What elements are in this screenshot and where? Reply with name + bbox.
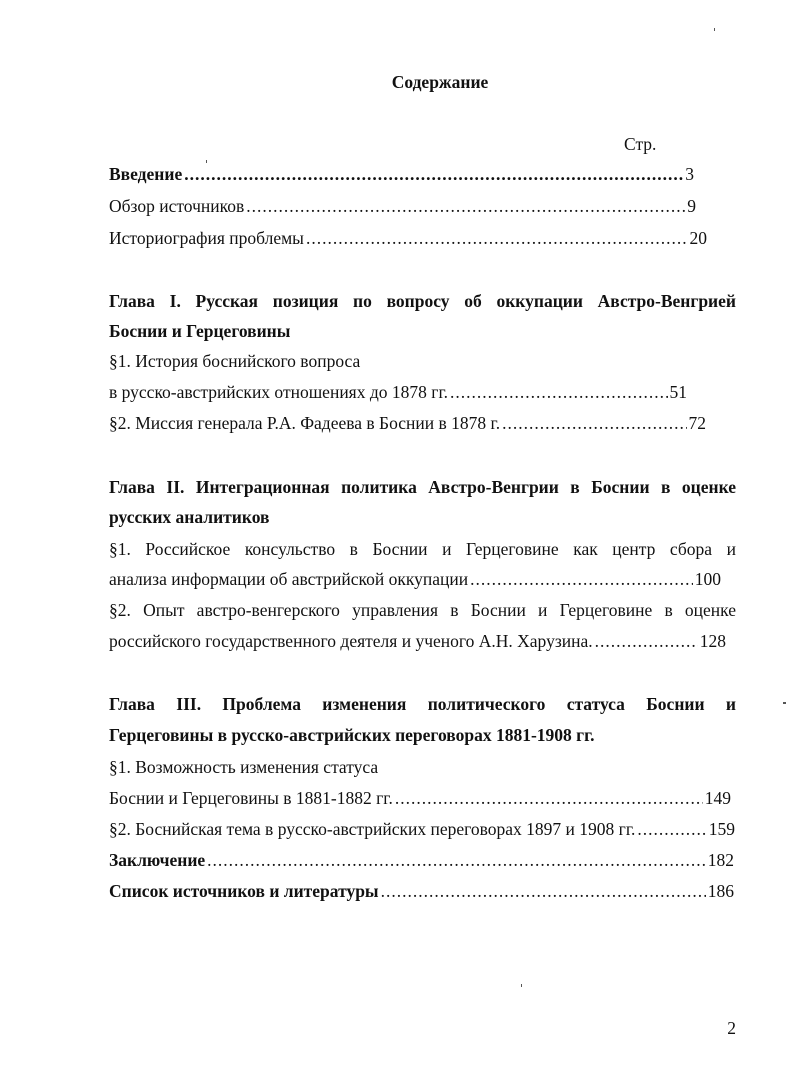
toc-entry-chapter2-section1[interactable] bbox=[109, 568, 721, 590]
toc-entry-page: 9 bbox=[687, 196, 696, 216]
chapter3-heading-line1[interactable]: Глава III. Проблема изменения политического статуса Боснии и bbox=[109, 694, 736, 714]
toc-entry-label: §2. Миссия генерала Р.А. Фадеева в Боснии в 1878 г. bbox=[109, 413, 501, 433]
toc-entry-bibliography[interactable] bbox=[109, 880, 734, 902]
toc-entry-conclusion[interactable] bbox=[109, 849, 734, 871]
scan-speck bbox=[714, 28, 715, 31]
toc-entry-page: 128 bbox=[699, 631, 726, 651]
toc-entry-page: 159 bbox=[708, 819, 735, 839]
toc-entry-label: российского государственного деятеля и ученого А.Н. Харузина. bbox=[109, 631, 593, 651]
toc-entry-introduction[interactable] bbox=[109, 163, 694, 185]
toc-entry-label: Обзор источников bbox=[109, 196, 245, 216]
chapter2-heading-line1[interactable]: Глава II. Интеграционная политика Австро-Венгрии в Боснии в оценке bbox=[109, 477, 736, 497]
toc-entry-page: 3 bbox=[685, 164, 694, 184]
leader-dots bbox=[207, 849, 706, 871]
leader-dots bbox=[637, 818, 706, 840]
toc-entry-label: Список источников и литературы bbox=[109, 881, 379, 901]
toc-entry-label: §2. Боснийская тема в русско-австрийских переговорах 1897 и 1908 гг. bbox=[109, 819, 636, 839]
toc-entry-page: 186 bbox=[707, 881, 734, 901]
scan-speck bbox=[206, 160, 207, 163]
chapter2-section2-line1[interactable]: §2. Опыт австро-венгерского управления в Боснии и Герцеговине в оценке bbox=[109, 600, 736, 620]
toc-entry-page: 149 bbox=[704, 788, 731, 808]
leader-dots bbox=[470, 568, 693, 590]
leader-dots bbox=[246, 195, 685, 217]
toc-entry-page: 51 bbox=[669, 382, 687, 402]
leader-dots bbox=[502, 412, 686, 434]
leader-dots bbox=[395, 787, 703, 809]
page-number: 2 bbox=[727, 1018, 736, 1038]
toc-entry-chapter2-section2[interactable] bbox=[109, 630, 726, 652]
toc-entry-chapter1-section2[interactable] bbox=[109, 412, 706, 434]
scan-speck bbox=[521, 984, 522, 987]
chapter2-section1-line1[interactable]: §1. Российское консульство в Боснии и Герцеговине как центр сбора и bbox=[109, 539, 736, 559]
toc-entry-label: в русско-австрийских отношениях до 1878 гг. bbox=[109, 382, 449, 402]
toc-entry-chapter1-section1[interactable] bbox=[109, 381, 687, 403]
toc-entry-label: Заключение bbox=[109, 850, 206, 870]
chapter3-section1-line1[interactable]: §1. Возможность изменения статуса bbox=[109, 757, 379, 777]
toc-entry-label: Введение bbox=[109, 164, 183, 184]
toc-entry-page: 20 bbox=[689, 228, 707, 248]
chapter3-heading-line2[interactable]: Герцеговины в русско-австрийских переговорах 1881-1908 гг. bbox=[109, 725, 595, 745]
scan-speck bbox=[783, 702, 786, 704]
toc-entry-label: Боснии и Герцеговины в 1881-1882 гг. bbox=[109, 788, 393, 808]
chapter1-heading-line1[interactable]: Глава I. Русская позиция по вопросу об оккупации Австро-Венгрией bbox=[109, 291, 736, 311]
toc-entry-page: 72 bbox=[688, 413, 706, 433]
toc-entry-label: анализа информации об австрийской оккупации bbox=[109, 569, 469, 589]
leader-dots bbox=[184, 163, 683, 185]
page-column-label: Стр. bbox=[624, 134, 657, 154]
leader-dots bbox=[381, 880, 706, 902]
page-title: Содержание bbox=[391, 72, 489, 92]
leader-dots bbox=[595, 630, 698, 652]
toc-entry-chapter3-section2[interactable] bbox=[109, 818, 735, 840]
toc-entry-label: Историография проблемы bbox=[109, 228, 304, 248]
chapter1-section1-line1[interactable]: §1. История боснийского вопроса bbox=[109, 351, 361, 371]
chapter2-heading-line2[interactable]: русских аналитиков bbox=[109, 507, 270, 527]
toc-entry-page: 182 bbox=[707, 850, 734, 870]
toc-entry-sources-review[interactable] bbox=[109, 195, 696, 217]
toc-entry-chapter3-section1[interactable] bbox=[109, 787, 731, 809]
toc-entry-page: 100 bbox=[694, 569, 721, 589]
leader-dots bbox=[450, 381, 667, 403]
chapter1-heading-line2[interactable]: Боснии и Герцеговины bbox=[109, 321, 291, 341]
toc-entry-historiography[interactable] bbox=[109, 227, 707, 249]
leader-dots bbox=[306, 227, 688, 249]
